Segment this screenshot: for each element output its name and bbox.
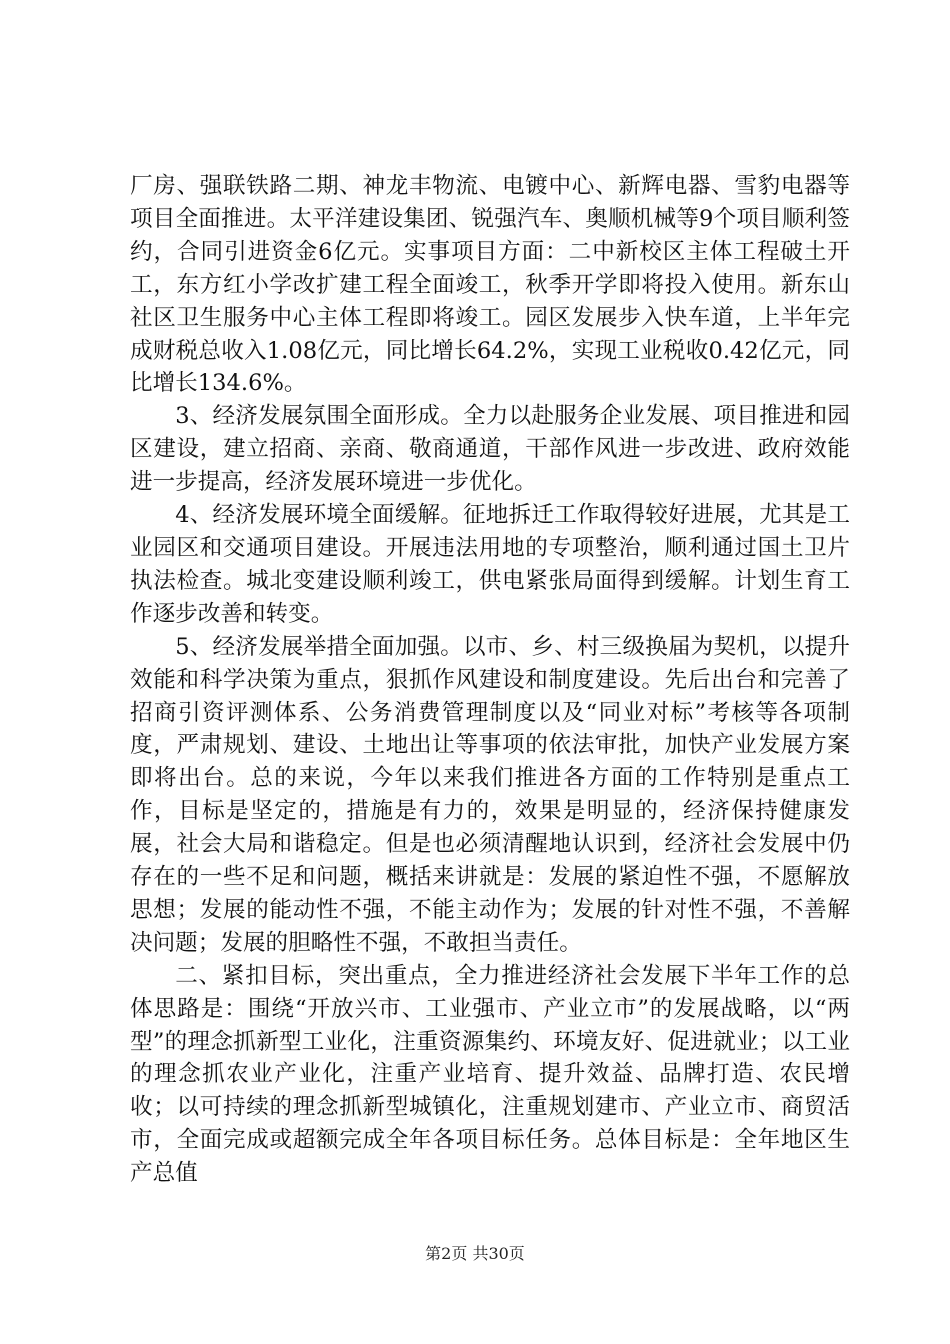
paragraph-item-3: 3、经济发展氛围全面形成。全力以赴服务企业发展、项目推进和园区建设，建立招商、亲商、敬商通道，干部作风进一步改进、政府效能进一步提高，经济发展环境进一步优化。 (130, 403, 850, 496)
paragraph-continuation: 厂房、强联铁路二期、神龙丰物流、电镀中心、新辉电器、雪豹电器等项目全面推进。太平洋建设集团、锐强汽车、奥顺机械等9个项目顺利签约，合同引进资金6亿元。实事项目方面：二中新校区主体工程破土开工，东方红小学改扩建工程全面竣工，秋季开学即将投入使用。新东山社区卫生服务中心主体工程即将竣工。园区发展步入快车道，上半年完成财税总收入1.08亿元，同比增长64.2%，实现工业税收0.42亿元，同比增长134.6%。 (130, 173, 850, 397)
page-number-footer: 第2页 共30页 (425, 1244, 525, 1263)
document-body (130, 170, 850, 1190)
paragraph-item-5: 5、经济发展举措全面加强。以市、乡、村三级换届为契机，以提升效能和科学决策为重点，狠抓作风建设和制度建设。先后出台和完善了招商引资评测体系、公务消费管理制度以及“同业对标”考核等各项制度，严肃规划、建设、土地出让等事项的依法审批，加快产业发展方案即将出台。总的来说，今年以来我们推进各方面的工作特别是重点工作，目标是坚定的，措施是有力的，效果是明显的，经济保持健康发展，社会大局和谐稳定。但是也必须清醒地认识到，经济社会发展中仍存在的一些不足和问题，概括来讲就是：发展的紧迫性不强，不愿解放思想；发展的能动性不强，不能主动作为；发展的针对性不强，不善解决问题；发展的胆略性不强，不敢担当责任。 (130, 633, 850, 956)
paragraph-item-4: 4、经济发展环境全面缓解。征地拆迁工作取得较好进展，尤其是工业园区和交通项目建设。开展违法用地的专项整治，顺利通过国土卫片执法检查。城北变建设顺利竣工，供电紧张局面得到缓解。计划生育工作逐步改善和转变。 (130, 502, 850, 627)
paragraph-section-2: 二、紧扣目标，突出重点，全力推进经济社会发展下半年工作的总体思路是：围绕“开放兴市、工业强市、产业立市”的发展战略，以“两型”的理念抓新型工业化，注重资源集约、环境友好、促进就业；以工业的理念抓农业产业化，注重产业培育、提升效益、品牌打造、农民增收；以可持续的理念抓新型城镇化，注重规划建市、产业立市、商贸活市，全面完成或超额完成全年各项目标任务。总体目标是：全年地区生产总值 (130, 962, 850, 1187)
